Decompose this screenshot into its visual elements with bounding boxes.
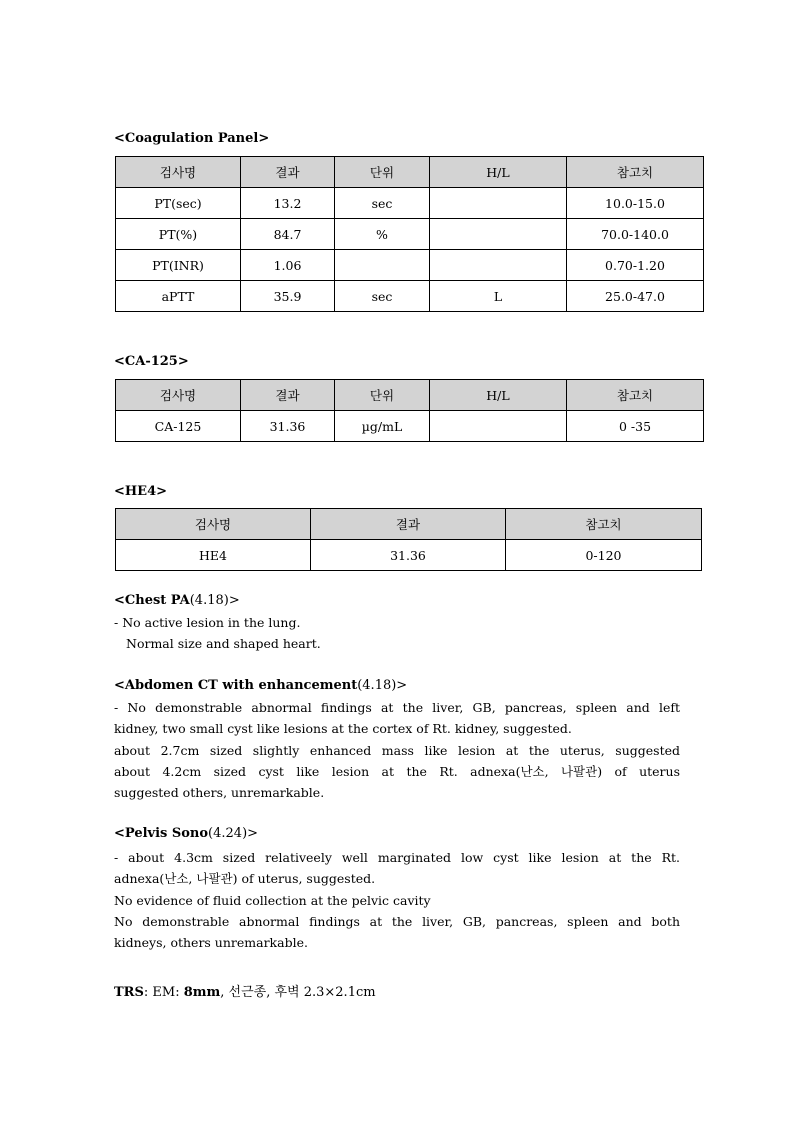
cell-unit: sec: [335, 188, 430, 219]
cell-test-name: CA-125: [116, 411, 241, 442]
table-row: [116, 219, 704, 250]
abdomen-ct-title-text: <Abdomen CT with enhancement: [114, 678, 358, 693]
header-result: 결과: [241, 157, 335, 188]
table-header-row: [116, 157, 704, 188]
he4-title: <HE4>: [114, 484, 168, 499]
finding-line: kidney, two small cyst like lesions at the cortex of Rt. kidney, suggested.: [114, 721, 572, 737]
header-test-name: 검사명: [116, 157, 241, 188]
chest-pa-findings: [114, 612, 680, 655]
pelvis-sono-title: [114, 826, 258, 841]
header-hl: H/L: [430, 157, 567, 188]
trs-em-value: 8mm: [183, 985, 221, 1000]
finding-line: - about 4.3cm sized relativeely well marginated low cyst like lesion at the Rt.: [114, 850, 680, 865]
ca125-table: [115, 379, 704, 442]
cell-reference: 10.0-15.0: [567, 188, 704, 219]
cell-test-name: aPTT: [116, 281, 241, 312]
cell-hl: [430, 188, 567, 219]
finding-line: about 4.2cm sized cyst like lesion at the Rt. adnexa(난소, 나팔관) of uterus: [114, 763, 680, 779]
trs-summary: [114, 981, 376, 1000]
coagulation-panel-title: <Coagulation Panel>: [114, 131, 270, 146]
header-result: 결과: [311, 509, 506, 540]
cell-result: 13.2: [241, 188, 335, 219]
cell-result: 84.7: [241, 219, 335, 250]
finding-line: suggested others, unremarkable.: [114, 785, 325, 801]
finding-line: adnexa(난소, 나팔관) of uterus, suggested.: [114, 871, 376, 887]
cell-result: 31.36: [241, 411, 335, 442]
cell-unit: %: [335, 219, 430, 250]
finding-line: about 2.7cm sized slightly enhanced mass like lesion at the uterus, suggested: [114, 742, 680, 758]
cell-reference: 0 -35: [567, 411, 704, 442]
pelvis-sono-date: (4.24)>: [208, 826, 259, 841]
table-header-row: [116, 380, 704, 411]
trs-em-label: : EM:: [143, 985, 184, 1000]
finding-line: No evidence of fluid collection at the pelvic cavity: [114, 892, 431, 908]
abdomen-ct-date: (4.18)>: [357, 678, 408, 693]
header-result: 결과: [241, 380, 335, 411]
cell-hl: [430, 411, 567, 442]
trs-label: TRS: [114, 985, 144, 1000]
header-test-name: 검사명: [116, 380, 241, 411]
cell-reference: 25.0-47.0: [567, 281, 704, 312]
cell-reference: 0-120: [506, 540, 702, 571]
abdomen-ct-title: [114, 678, 407, 693]
cell-test-name: PT(%): [116, 219, 241, 250]
table-row: [116, 188, 704, 219]
cell-reference: 70.0-140.0: [567, 219, 704, 250]
cell-hl: [430, 250, 567, 281]
table-row: [116, 281, 704, 312]
chest-pa-date: (4.18)>: [189, 593, 240, 608]
table-row: [116, 411, 704, 442]
cell-reference: 0.70-1.20: [567, 250, 704, 281]
cell-hl: L: [430, 281, 567, 312]
finding-line: No demonstrable abnormal findings at the liver, GB, pancreas, spleen and both: [114, 913, 680, 929]
header-reference: 참고치: [567, 380, 704, 411]
table-row: [116, 540, 702, 571]
header-test-name: 검사명: [116, 509, 311, 540]
trs-details: , 선근종, 후벽 2.3×2.1cm: [220, 985, 376, 1000]
he4-table: [115, 508, 702, 571]
cell-result: 1.06: [241, 250, 335, 281]
ca125-title: <CA-125>: [114, 354, 189, 369]
finding-line: Normal size and shaped heart.: [126, 636, 321, 652]
cell-unit: [335, 250, 430, 281]
cell-result: 31.36: [311, 540, 506, 571]
table-header-row: [116, 509, 702, 540]
cell-test-name: PT(sec): [116, 188, 241, 219]
table-row: [116, 250, 704, 281]
cell-unit: sec: [335, 281, 430, 312]
header-unit: 단위: [335, 157, 430, 188]
header-reference: 참고치: [506, 509, 702, 540]
pelvis-sono-title-text: <Pelvis Sono: [114, 826, 209, 841]
cell-unit: µg/mL: [335, 411, 430, 442]
chest-pa-title-text: <Chest PA: [114, 593, 190, 608]
chest-pa-title: [114, 593, 240, 608]
cell-result: 35.9: [241, 281, 335, 312]
pelvis-sono-findings: [114, 847, 680, 953]
header-unit: 단위: [335, 380, 430, 411]
header-reference: 참고치: [567, 157, 704, 188]
finding-line: - No demonstrable abnormal findings at the liver, GB, pancreas, spleen and left: [114, 700, 680, 715]
coagulation-table: [115, 156, 704, 312]
finding-line: - No active lesion in the lung.: [114, 615, 301, 630]
header-hl: H/L: [430, 380, 567, 411]
abdomen-ct-findings: [114, 697, 680, 803]
finding-line: kidneys, others unremarkable.: [114, 935, 308, 951]
cell-test-name: PT(INR): [116, 250, 241, 281]
cell-test-name: HE4: [116, 540, 311, 571]
cell-hl: [430, 219, 567, 250]
